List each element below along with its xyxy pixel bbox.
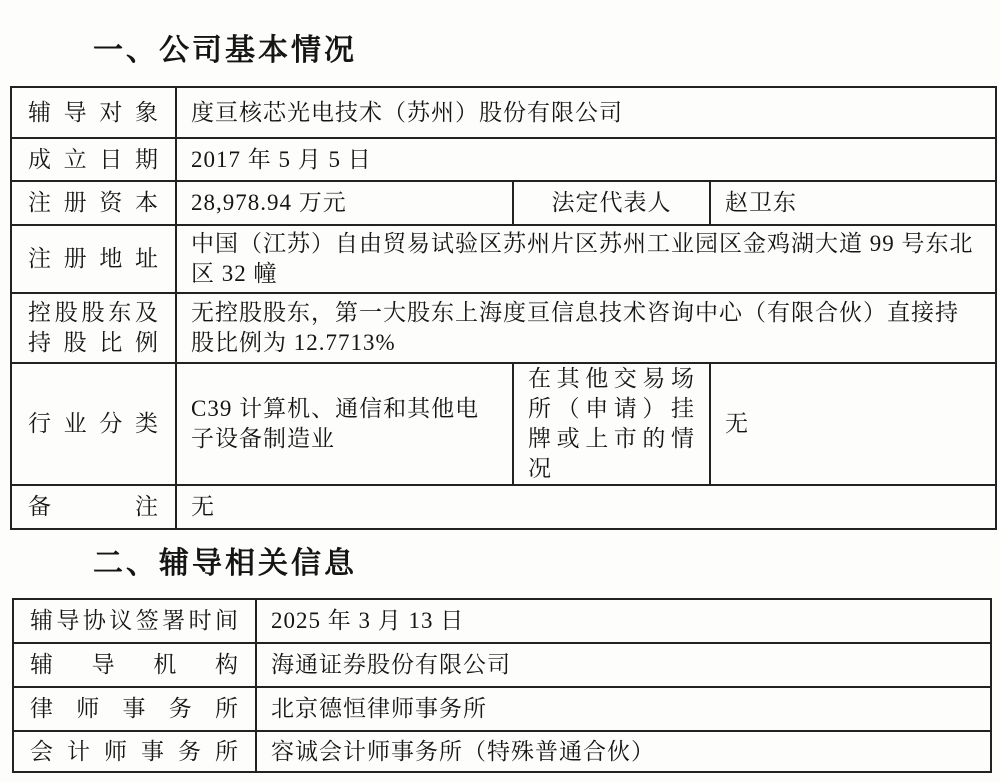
company-basic-info-table xyxy=(10,86,997,530)
row-value-cell: C39 计算机、通信和其他电子设备制造业 xyxy=(176,363,513,485)
table-row-industry-classification xyxy=(11,363,996,485)
row-value-cell: 容诚会计师事务所（特殊普通合伙） xyxy=(256,731,991,772)
row-value-cell: 北京德恒律师事务所 xyxy=(256,687,991,731)
row-label-cell: 注册资本 xyxy=(11,181,176,225)
row-value-cell: 28,978.94 万元 xyxy=(176,181,513,225)
row-label-cell: 行业分类 xyxy=(11,363,176,485)
row-label-cell: 注册地址 xyxy=(11,225,176,293)
row-label-cell: 辅导对象 xyxy=(11,87,176,138)
row-value-cell: 2017 年 5 月 5 日 xyxy=(176,138,996,181)
table-row-guidance-institution xyxy=(13,643,991,687)
row-label-cell: 成立日期 xyxy=(11,138,176,181)
row-value-cell: 2025 年 3 月 13 日 xyxy=(256,599,991,643)
table-row-remarks xyxy=(11,485,996,529)
section1-title: 一、公司基本情况 xyxy=(93,34,357,67)
table-row-controlling-shareholder xyxy=(11,293,996,363)
table-row-law-firm xyxy=(13,687,991,731)
guidance-info-table xyxy=(12,598,992,773)
table-row-registered-address xyxy=(11,225,996,293)
section2-title: 二、辅导相关信息 xyxy=(93,547,357,580)
table-row-registered-capital xyxy=(11,181,996,225)
row-value-cell: 无控股股东，第一大股东上海度亘信息技术咨询中心（有限合伙）直接持股比例为 12.7713% xyxy=(176,293,996,363)
row-label-cell: 辅导机构 xyxy=(13,643,256,687)
row-label2-cell: 在其他交易场所（申请）挂牌或上市的情况 xyxy=(513,363,710,485)
row-value-cell: 海通证券股份有限公司 xyxy=(256,643,991,687)
row-label-cell: 备注 xyxy=(11,485,176,529)
row-value-cell: 无 xyxy=(176,485,996,529)
row-label-cell: 控股股东及持股比例 xyxy=(11,293,176,363)
table-row-agreement-date xyxy=(13,599,991,643)
table-row-establish-date xyxy=(11,138,996,181)
table-row-guidance-target xyxy=(11,87,996,138)
table-row-accounting-firm xyxy=(13,731,991,772)
row-label2-cell: 法定代表人 xyxy=(513,181,710,225)
row-value2-cell: 赵卫东 xyxy=(710,181,996,225)
row-label-cell: 辅导协议签署时间 xyxy=(13,599,256,643)
row-value2-cell: 无 xyxy=(710,363,996,485)
row-value-cell: 度亘核芯光电技术（苏州）股份有限公司 xyxy=(176,87,996,138)
row-label-cell: 会计师事务所 xyxy=(13,731,256,772)
row-value-cell: 中国（江苏）自由贸易试验区苏州片区苏州工业园区金鸡湖大道 99 号东北区 32 幢 xyxy=(176,225,996,293)
row-label-cell: 律师事务所 xyxy=(13,687,256,731)
